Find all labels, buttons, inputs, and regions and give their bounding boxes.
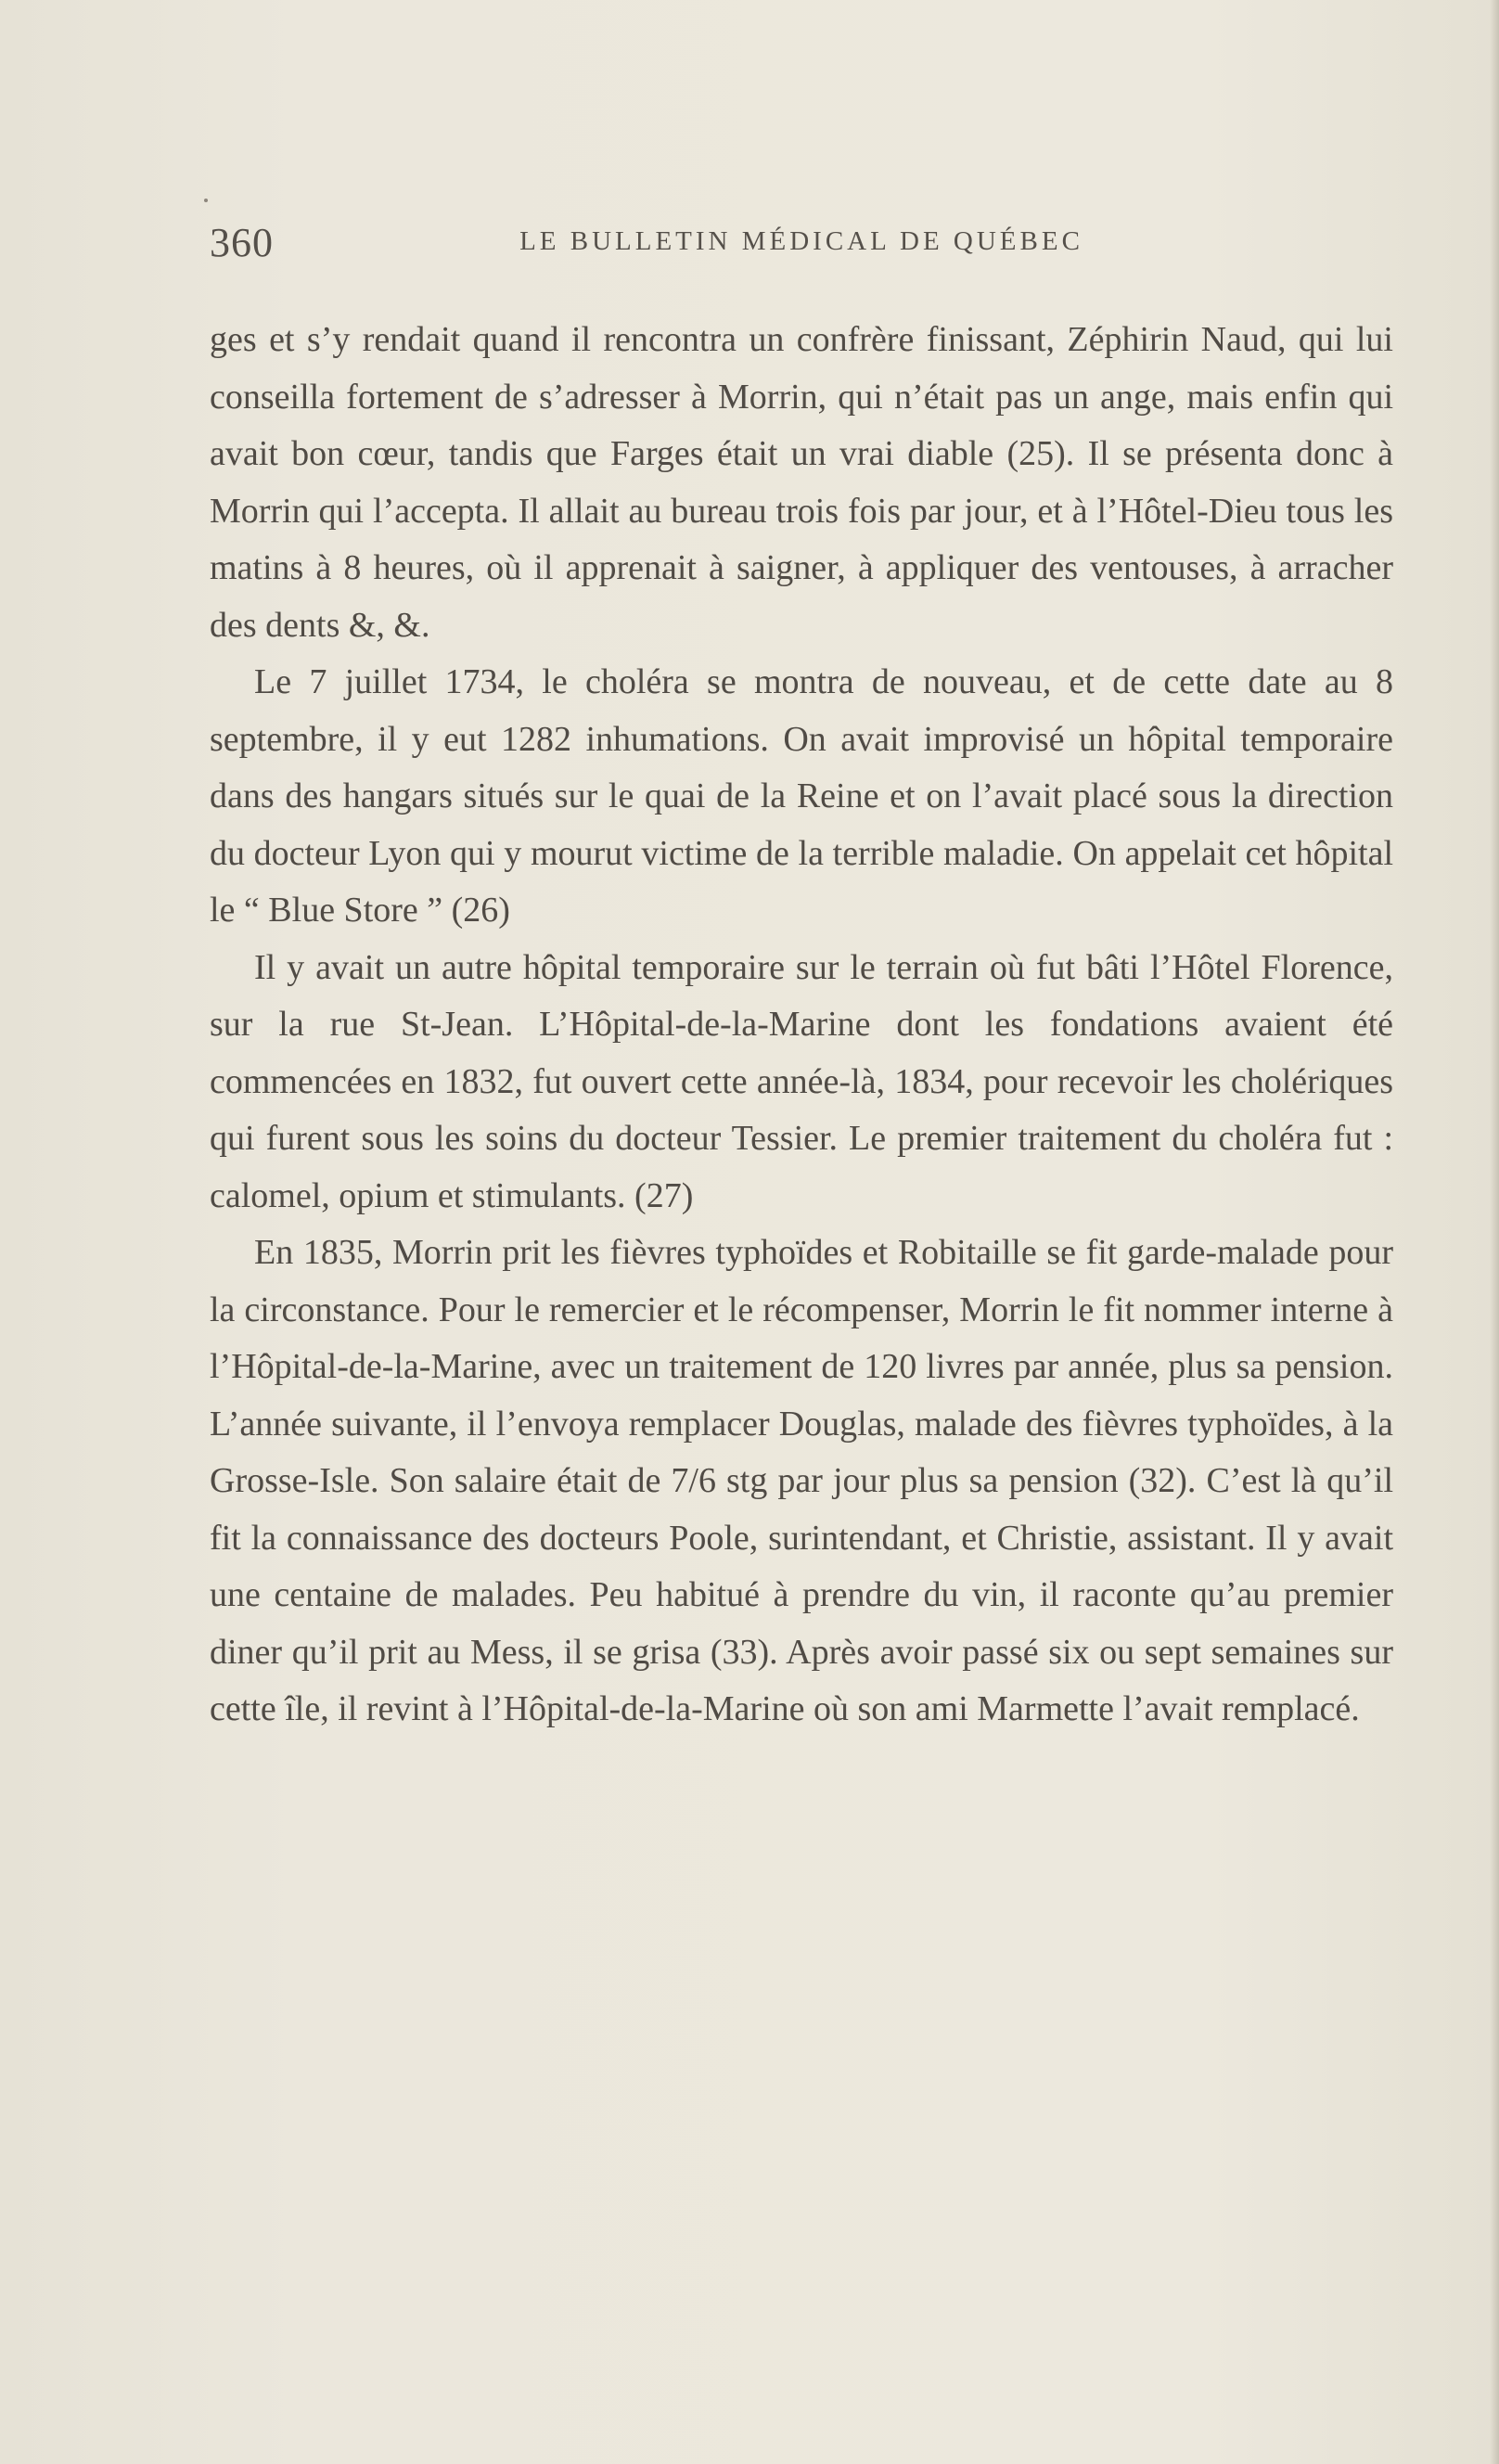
paper-speck	[204, 199, 208, 202]
paragraph-2: Le 7 juillet 1734, le choléra se montra de nouveau, et de cette date au 8 septembre, il y eut 1282 inhumations. On avait improvisé un hôpital temporaire dans des hangars situés sur le quai de la Reine et on l’avait placé sous la direction du docteur Lyon qui y mourut victime de la terrible maladie. On appelait cet hôpital le “ Blue Store ” (26)	[210, 662, 1393, 930]
paragraph-4: En 1835, Morrin prit les fièvres typhoïdes et Robitaille se fit garde-malade pour la circonstance. Pour le remercier et le récompenser, Morrin le fit nommer interne à l’Hôpital-de-la-Marine, avec un traitement de 120 livres par année, plus sa pension. L’année suivante, il l’envoya remplacer Douglas, malade des fièvres typhoïdes, à la Grosse-Isle. Son salaire était de 7/6 stg par jour plus sa pension (32). C’est là qu’il fit la connaissance des docteurs Poole, surintendant, et Christie, assistant. Il y avait une centaine de malades. Peu habitué à prendre du vin, il raconte qu’au premier diner qu’il prit au Mess, il se grisa (33). Après avoir passé six ou sept semaines sur cette île, il revint à l’Hôpital-de-la-Marine où son ami Marmette l’avait remplacé.	[210, 1233, 1393, 1728]
page-edge-shadow	[1490, 0, 1499, 2464]
paragraph-3: Il y avait un autre hôpital temporaire sur le terrain où fut bâti l’Hôtel Florence, sur la rue St-Jean. L’Hôpital-de-la-Marine dont les fondations avaient été commencées en 1832, fut ouvert cette année-là, 1834, pour recevoir les cholériques qui furent sous les soins du docteur Tessier. Le premier traitement du choléra fut : calomel, opium et stimulants. (27)	[210, 947, 1393, 1215]
running-head: LE BULLETIN MÉDICAL DE QUÉBEC	[519, 226, 1083, 256]
page-number: 360	[210, 220, 274, 265]
body-text	[210, 312, 1393, 1739]
paragraph-1: ges et s’y rendait quand il rencontra un confrère finissant, Zéphirin Naud, qui lui conseilla fortement de s’adresser à Morrin, qui n’était pas un ange, mais enfin qui avait bon cœur, tandis que Farges était un vrai diable (25). Il se présenta donc à Morrin qui l’accepta. Il allait au bureau trois fois par jour, et à l’Hôtel-Dieu tous les matins à 8 heures, où il apprenait à saigner, à appliquer des ventouses, à arracher des dents &, &.	[210, 320, 1393, 645]
page-header	[210, 219, 1393, 271]
